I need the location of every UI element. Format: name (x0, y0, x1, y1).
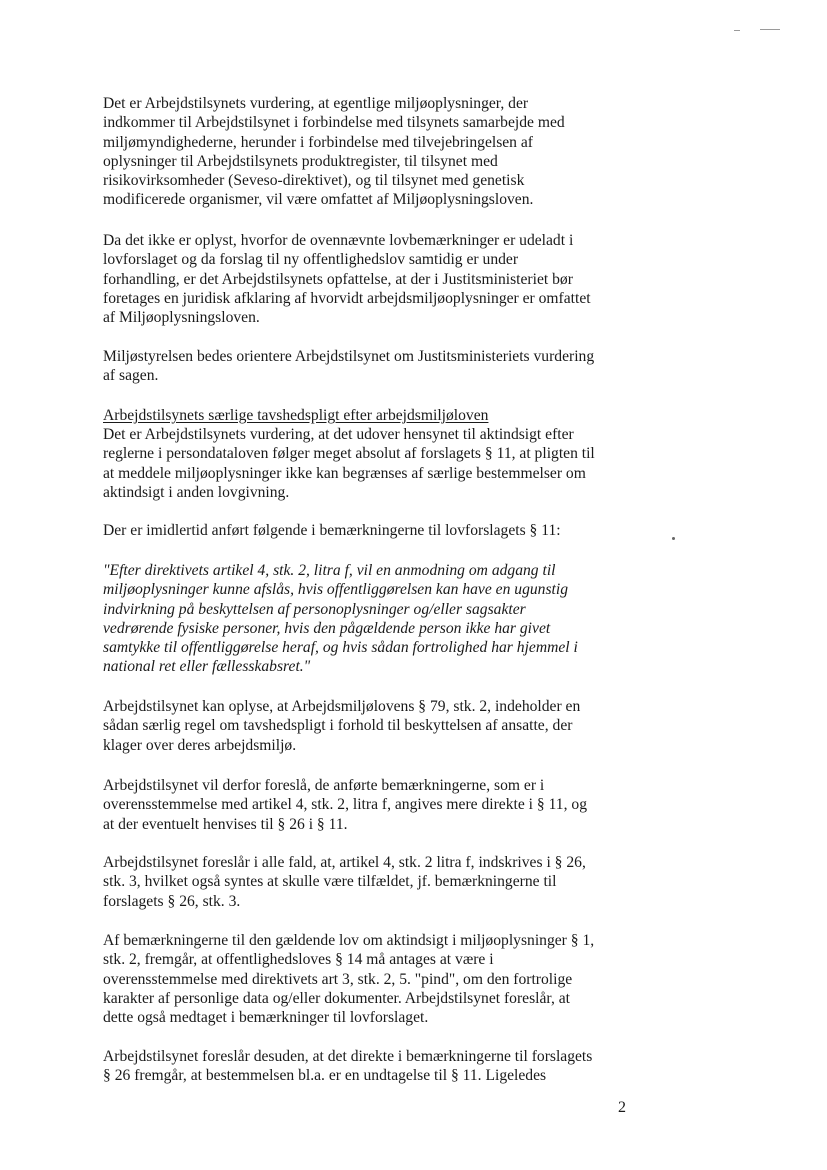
section-heading: Arbejdstilsynets særlige tavshedspligt efter arbejdsmiljøloven (103, 407, 489, 424)
closing-paragraph-2: Arbejdstilsynet vil derfor foreslå, de anførte bemærkningerne, som er i overensstemmelse med artikel 4, stk. 2, litra f, angives mere direkte i § 11, og at der eventuelt henvises til § 26 i § 11. (103, 777, 587, 833)
closing-paragraph-4: Af bemærkningerne til den gældende lov om aktindsigt i miljøoplysninger § 1, stk. 2, fremgår, at offentlighedsloves § 14 må antages at være i overensstemmelse med direktivets art 3, stk. 2, 5. "pind", om den fortrolige karakter af personlige data og/eller dokumenter. Arbejdstilsynet foreslår, at dette også medtaget i bemærkninger til lovforslaget. (103, 932, 595, 1027)
paragraph-3: Miljøstyrelsen bedes orientere Arbejdstilsynet om Justitsministeriets vurdering af sagen. (103, 348, 595, 385)
closing-paragraph-5: Arbejdstilsynet foreslår desuden, at det direkte i bemærkningerne til forslagets § 26 fremgår, at bestemmelsen bl.a. er en undtagelse til § 11. Ligeledes (103, 1048, 593, 1085)
paragraph-1: Det er Arbejdstilsynets vurdering, at egentlige miljøoplysninger, der indkommer til Arbejdstilsynet i forbindelse med tilsynets samarbejde med miljømyndighederne, herunder i forbindelse med tilvejebringelsen af oplysninger til Arbejdstilsynets produktregister, til tilsynet med risikovirksomheder (Seveso-direktivet), og til tilsynet med genetisk modificerede organismer, vil være omfattet af Miljøoplysningsloven. (103, 95, 565, 209)
section-paragraph-2: Der er imidlertid anført følgende i bemærkningerne til lovforslagets § 11: (103, 522, 561, 539)
page-number: 2 (618, 1099, 626, 1116)
scan-artifact-mark (734, 30, 740, 31)
quoted-remarks: "Efter direktivets artikel 4, stk. 2, litra f, vil en anmodning om adgang til miljøoplysninger kunne afslås, hvis offentliggørelsen kan have en ugunstig indvirkning på beskyttelsen af personoplysninger og/eller sagsakter vedrørende fysiske personer, hvis den pågældende person ikke har givet samtykke til offentliggørelse heraf, og hvis sådan fortrolighed har hjemmel i national ret eller fællesskabsret." (103, 562, 578, 676)
scan-artifact-line (760, 29, 780, 30)
scan-artifact-dot (672, 537, 675, 540)
section-paragraph-1: Det er Arbejdstilsynets vurdering, at det udover hensynet til aktindsigt efter reglerne i persondataloven følger meget absolut af forslagets § 11, at pligten til at meddele miljøoplysninger ikke kan begrænses af særlige bestemmelser om aktindsigt i anden lovgivning. (103, 426, 595, 501)
closing-paragraph-3: Arbejdstilsynet foreslår i alle fald, at, artikel 4, stk. 2 litra f, indskrives i § 26, stk. 3, hvilket også syntes at skulle være tilfældet, jf. bemærkningerne til forslagets § 26, stk. 3. (103, 854, 586, 910)
closing-paragraph-1: Arbejdstilsynet kan oplyse, at Arbejdsmiljølovens § 79, stk. 2, indeholder en sådan særlig regel om tavshedspligt i forhold til beskyttelsen af ansatte, der klager over deres arbejdsmiljø. (103, 698, 581, 754)
paragraph-2: Da det ikke er oplyst, hvorfor de ovennævnte lovbemærkninger er udeladt i lovforslaget og da forslag til ny offentlighedslov samtidig er under forhandling, er det Arbejdstilsynets opfattelse, at der i Justitsministeriet bør foretages en juridisk afklaring af hvorvidt arbejdsmiljøoplysninger er omfattet af Miljøoplysningsloven. (103, 232, 591, 327)
